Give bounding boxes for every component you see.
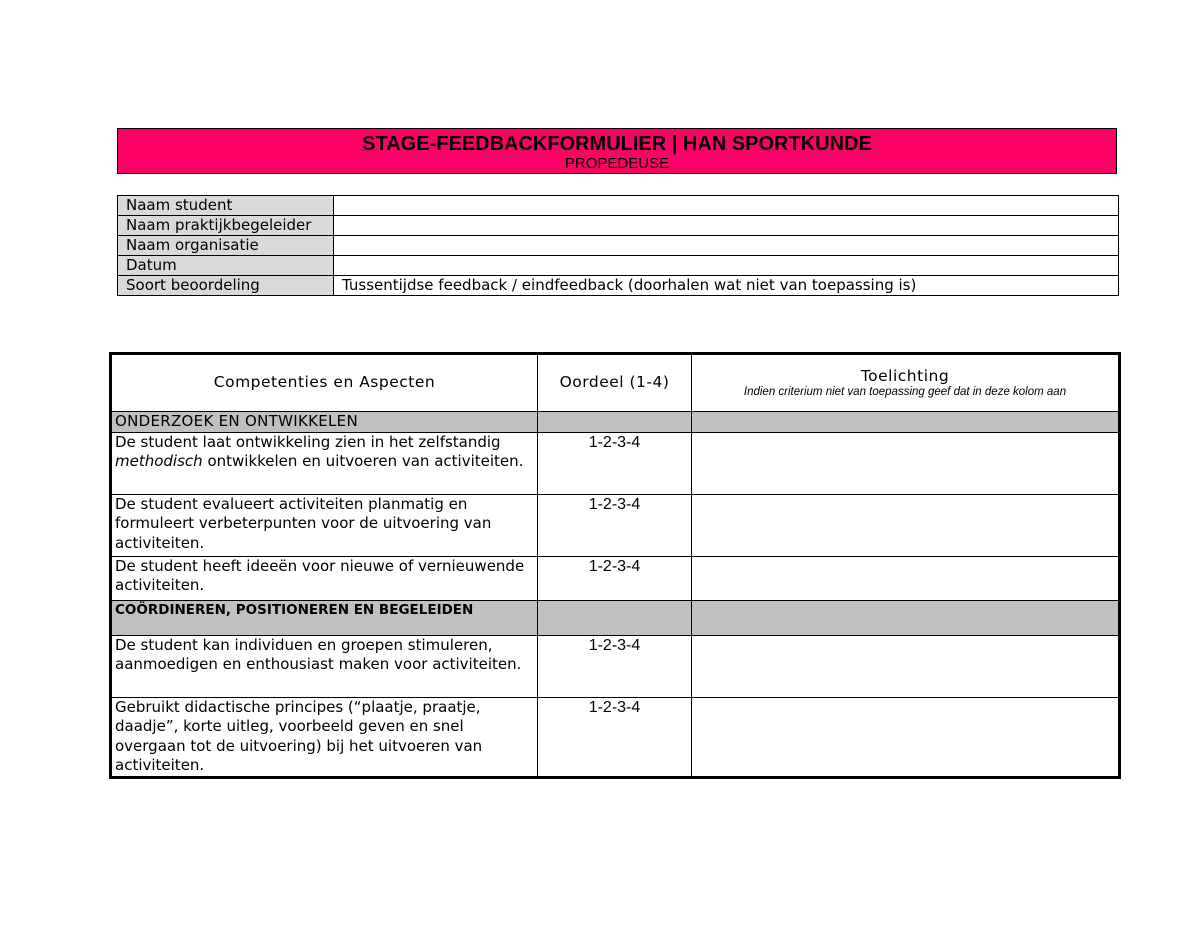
table-row xyxy=(111,635,1120,697)
explanation-field[interactable] xyxy=(692,494,1120,556)
aspect-text: De student kan individuen en groepen stimuleren, aanmoedigen en enthousiast maken voor activiteiten. xyxy=(111,635,538,697)
info-value-field[interactable] xyxy=(334,256,1119,276)
header-explanation: Toelichting xyxy=(860,366,950,385)
info-label: Datum xyxy=(118,256,334,276)
info-label: Naam praktijkbegeleider xyxy=(118,216,334,236)
aspect-text-part: ontwikkelen en uitvoeren van activiteiten. xyxy=(202,452,524,470)
explanation-field[interactable] xyxy=(692,432,1120,494)
explanation-field[interactable] xyxy=(692,635,1120,697)
aspect-text: Gebruikt didactische principes (“plaatje, praatje, daadje”, korte uitleg, voorbeeld geven en snel overgaan tot de uitvoering) bij het uitvoeren van activiteiten. xyxy=(111,697,538,777)
rating-options[interactable]: 1-2-3-4 xyxy=(538,556,692,600)
table-row xyxy=(111,556,1120,600)
aspect-text: De student evalueert activiteiten planmatig en formuleert verbeterpunten voor de uitvoering van activiteiten. xyxy=(111,494,538,556)
info-row xyxy=(118,276,1119,296)
section-empty-cell xyxy=(538,600,692,635)
form-title: STAGE-FEEDBACKFORMULIER | HAN SPORTKUNDE xyxy=(362,133,872,155)
aspect-text xyxy=(111,432,538,494)
header-competencies: Competenties en Aspecten xyxy=(111,354,538,412)
table-row xyxy=(111,432,1120,494)
table-row xyxy=(111,697,1120,777)
info-value-field[interactable] xyxy=(334,236,1119,256)
section-empty-cell xyxy=(692,412,1120,433)
aspect-text-emphasis: methodisch xyxy=(115,452,203,470)
aspect-text-part: De student laat ontwikkeling zien in het zelfstandig xyxy=(115,432,501,451)
competency-table xyxy=(109,352,1121,779)
rating-options[interactable]: 1-2-3-4 xyxy=(538,494,692,556)
info-row xyxy=(118,216,1119,236)
info-value-field[interactable] xyxy=(334,216,1119,236)
info-value-field[interactable]: Tussentijdse feedback / eindfeedback (doorhalen wat niet van toepassing is) xyxy=(334,276,1119,296)
info-label: Soort beoordeling xyxy=(118,276,334,296)
info-label: Naam student xyxy=(118,196,334,216)
rating-options[interactable]: 1-2-3-4 xyxy=(538,432,692,494)
form-title-banner xyxy=(117,128,1117,174)
header-explanation-note: Indien criterium niet van toepassing geef dat in deze kolom aan xyxy=(743,386,1067,399)
section-title: COÖRDINEREN, POSITIONEREN EN BEGELEIDEN xyxy=(111,600,538,635)
info-row xyxy=(118,196,1119,216)
aspect-text: De student heeft ideeën voor nieuwe of vernieuwende activiteiten. xyxy=(111,556,538,600)
section-empty-cell xyxy=(692,600,1120,635)
header-rating: Oordeel (1-4) xyxy=(538,354,692,412)
info-label: Naam organisatie xyxy=(118,236,334,256)
section-title: ONDERZOEK EN ONTWIKKELEN xyxy=(111,412,538,433)
section-row xyxy=(111,412,1120,433)
section-empty-cell xyxy=(538,412,692,433)
rating-options[interactable]: 1-2-3-4 xyxy=(538,635,692,697)
info-value-field[interactable] xyxy=(334,196,1119,216)
student-info-table xyxy=(117,195,1119,296)
form-subtitle: PROPEDEUSE xyxy=(564,155,670,172)
section-row xyxy=(111,600,1120,635)
table-header-row xyxy=(111,354,1120,412)
table-row xyxy=(111,494,1120,556)
rating-options[interactable]: 1-2-3-4 xyxy=(538,697,692,777)
header-explanation-cell xyxy=(692,354,1120,412)
explanation-field[interactable] xyxy=(692,697,1120,777)
info-row xyxy=(118,256,1119,276)
explanation-field[interactable] xyxy=(692,556,1120,600)
info-row xyxy=(118,236,1119,256)
